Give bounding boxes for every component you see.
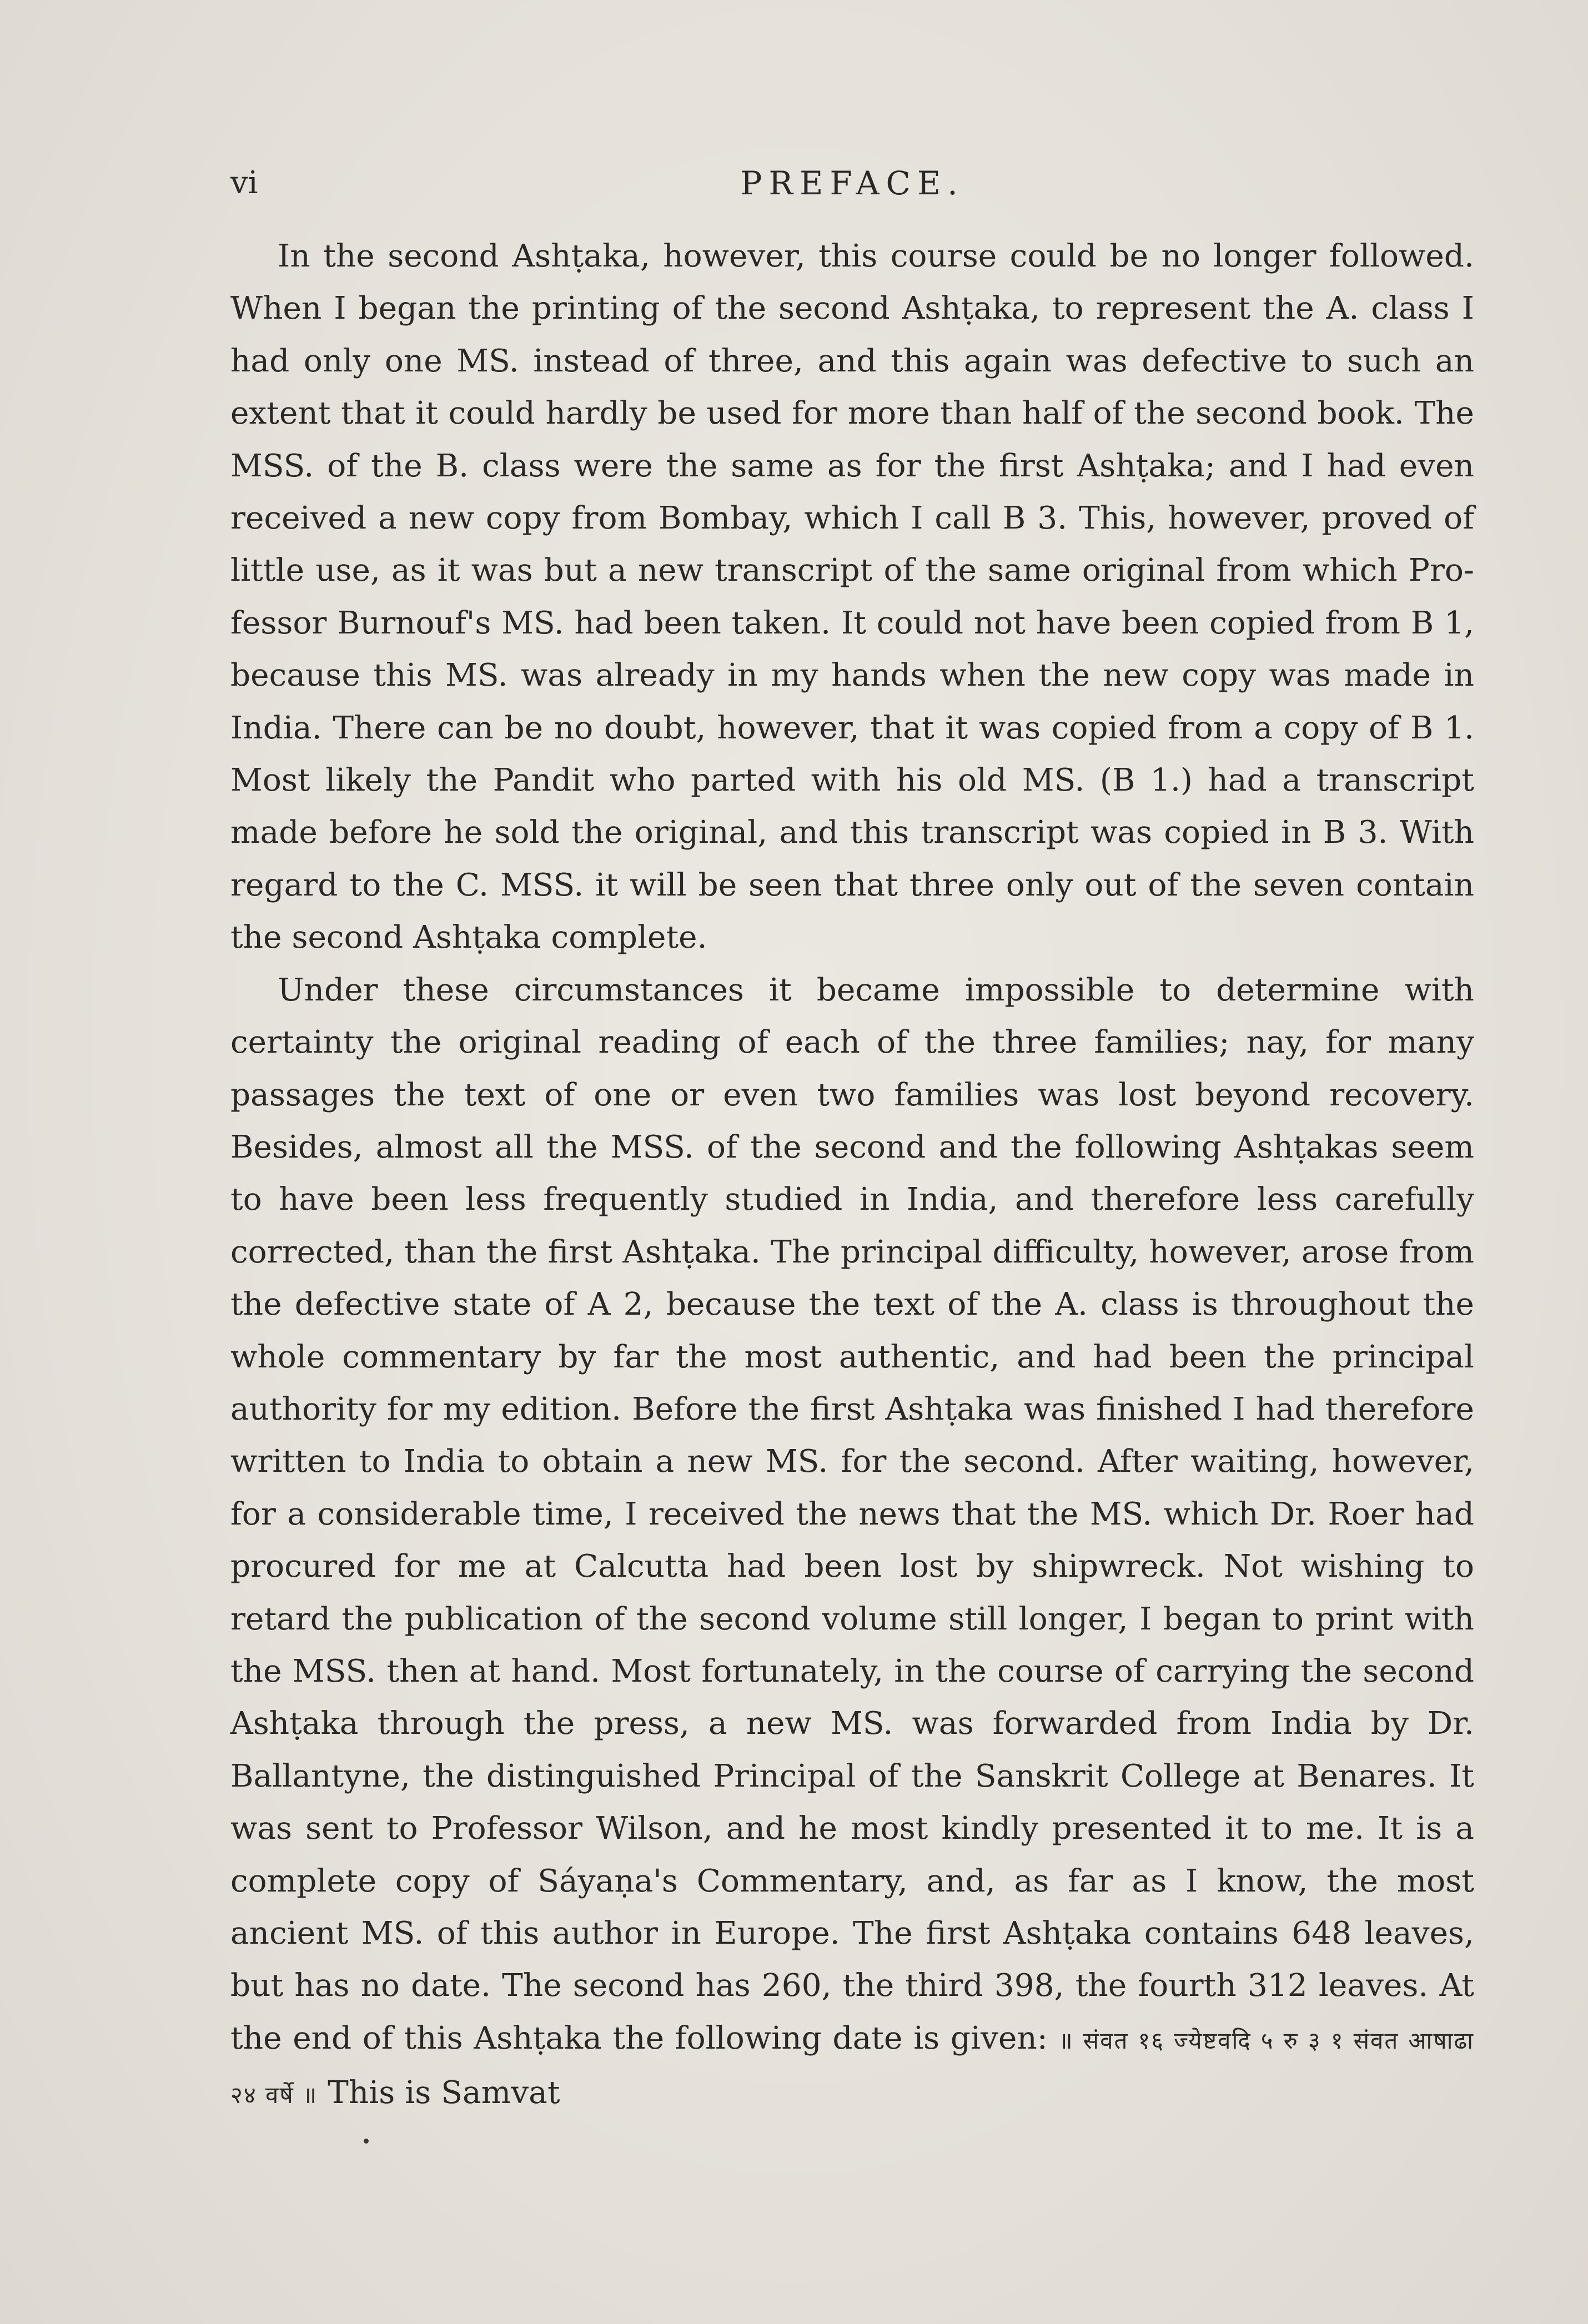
paragraph-1: In the second Ashṭaka, however, this course could be no longer followed. When I began the printing of the second Ashṭaka, to represent the A. class I had only one MS. instead of three, and this again was defective to such an extent that it could hardly be used for more than half of the second book. The MSS. of the B. class were the same as for the first Ashṭaka; and I had even received a new copy from Bombay, which I call B 3. This, however, proved of little use, as it was but a new transcript of the same original from which Professor Burnouf's MS. had been taken. It could not have been copied from B 1, because this MS. was already in my hands when the new copy was made in India. There can be no doubt, however, that it was copied from a copy of B 1. Most likely the Pandit who parted with his old MS. (B 1.) had a transcript made before he sold the original, and this transcript was copied in B 3. With regard to the C. MSS. it will be seen that three only out of the seven contain the second Ashṭaka complete. [230, 238, 1474, 956]
stray-mark [364, 2139, 369, 2144]
running-title: PREFACE. [740, 164, 964, 202]
body-text [230, 230, 1474, 2122]
closing-fragment: This is Samvat [328, 2075, 560, 2111]
page-header [230, 161, 1474, 205]
page-number: vi [230, 165, 258, 201]
paragraph-2 [230, 964, 1474, 2122]
paragraph-2-text: Under these circumstances it became impossible to determine with certainty the original reading of each of the three families; nay, for many passages the text of one or even two families was lost beyond recovery. Besides, almost all the MSS. of the second and the following Ashṭakas seem to have been less frequently studied in India, and therefore less carefully corrected, than the first Ashṭaka. The principal difficulty, however, arose from the defective state of A 2, because the text of the A. class is throughout the whole commentary by far the most authentic, and had been the principal authority for my edition. Before the first Ashṭaka was finished I had therefore written to India to obtain a new MS. for the second. After waiting, however, for a considerable time, I received the news that the MS. which Dr. Roer had procured for me at Calcutta had been lost by shipwreck. Not wishing to retard the publication of the second volume still longer, I began to print with the MSS. then at hand. Most fortunately, in the course of carrying the second Ashṭaka through the press, a new MS. was forwarded from India by Dr. Ballantyne, the distinguished Principal of the Sanskrit College at Benares. It was sent to Professor Wilson, and he most kindly presented it to me. It is a complete copy of Sáyaṇa's Commentary, and, as far as I know, the most ancient MS. of this author in Europe. The first Ashṭaka contains 648 leaves, but has no date. The second has 260, the third 398, the fourth 312 leaves. At the end of this Ashṭaka the following date is given: [230, 972, 1474, 2056]
devanagari-date: ॥ संवत १६ ज्येष्टवदि ५ रु ३ १ संवत आषाढा २४ वर्षे ॥ [230, 2026, 1475, 2109]
